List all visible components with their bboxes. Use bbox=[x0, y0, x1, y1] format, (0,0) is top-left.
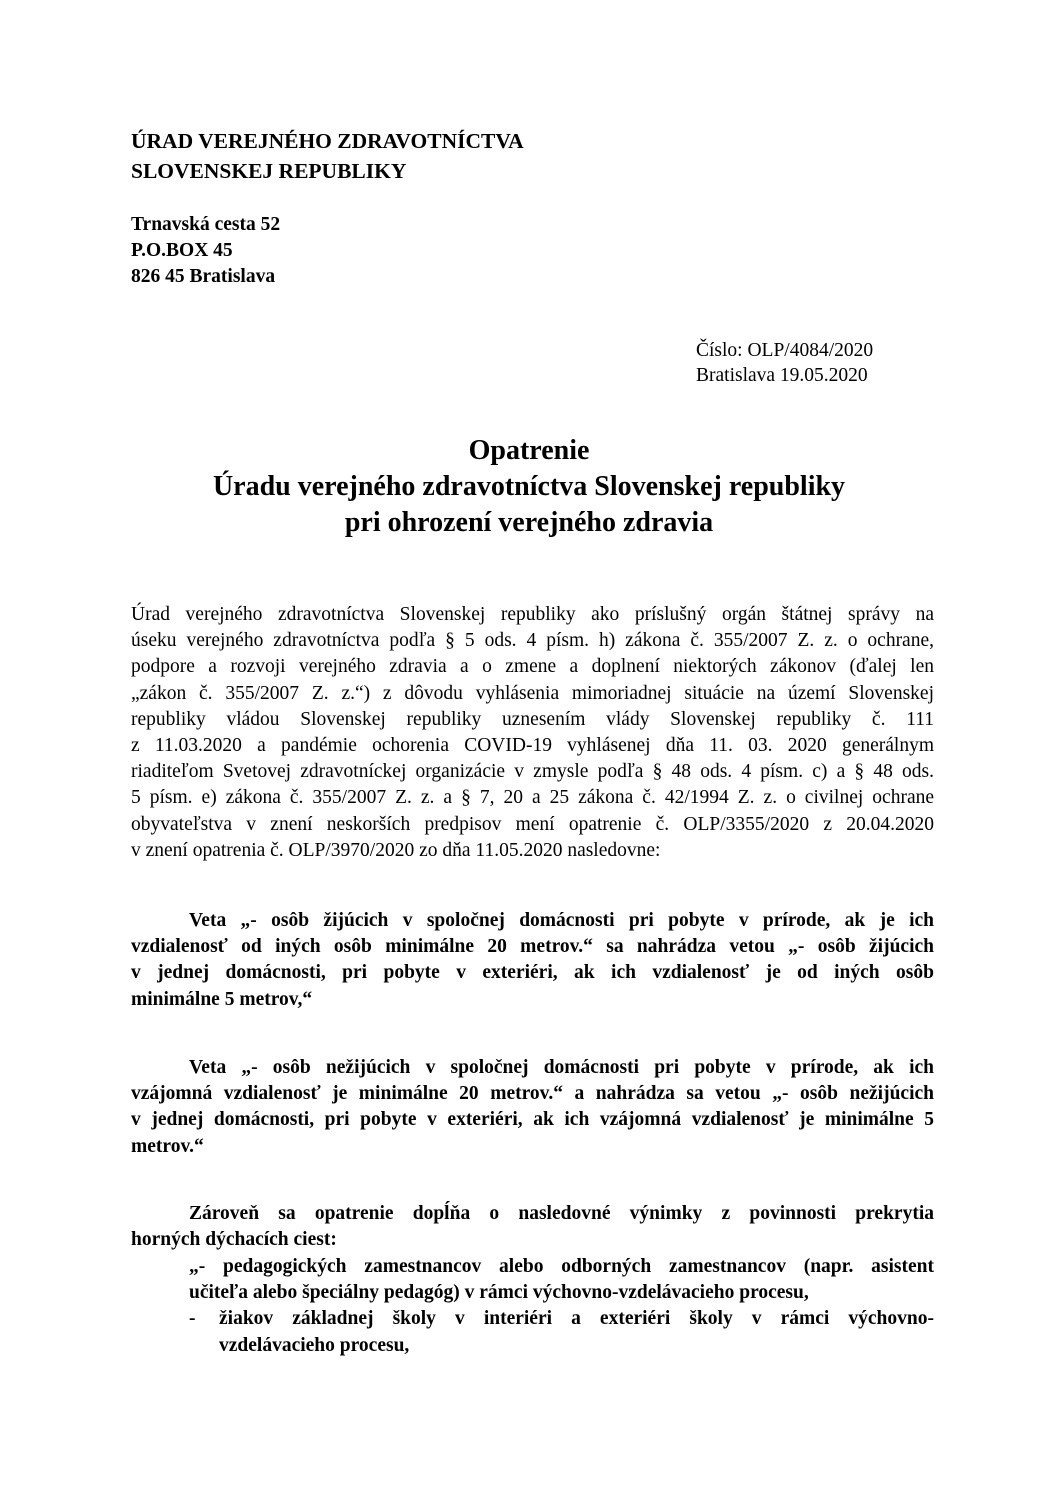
amendment-line: horných dýchacích ciest: bbox=[131, 1229, 337, 1251]
amendment-line: minimálne 5 metrov,“ bbox=[131, 988, 313, 1010]
amendment-line: Veta „- osôb žijúcich v spoločnej domácnosti pri pobyte v prírode, ak je ich bbox=[189, 910, 934, 931]
intro-line: riaditeľom Svetovej zdravotníckej organizácie v zmysle podľa § 48 ods. 4 písm. c) a § 48 ods. bbox=[131, 761, 934, 783]
title-line-1: Opatrenie bbox=[468, 435, 590, 466]
authority-name-line-1: ÚRAD VEREJNÉHO ZDRAVOTNÍCTVA bbox=[131, 129, 524, 153]
amendment-line: vzdialenosť od iných osôb minimálne 20 metrov.“ sa nahrádza vetou „- osôb žijúcich bbox=[131, 936, 934, 958]
issuing-authority bbox=[131, 126, 524, 186]
amendment-line: v jednej domácnosti, pri pobyte v exteriéri, ak ich vzájomná vzdialenosť je minimálne 5 bbox=[131, 1109, 934, 1131]
reference-date: Bratislava 19.05.2020 bbox=[696, 365, 868, 386]
intro-line: „zákon č. 355/2007 Z. z.“) z dôvodu vyhlásenia mimoriadnej situácie na území Slovenskej bbox=[131, 682, 934, 704]
intro-line: v znení opatrenia č. OLP/3970/2020 zo dňa 11.05.2020 nasledovne: bbox=[131, 839, 661, 861]
amendment-line: v jednej domácnosti, pri pobyte v exteriéri, ak ich vzdialenosť je od iných osôb bbox=[131, 962, 934, 984]
address-street: Trnavská cesta 52 bbox=[131, 214, 281, 235]
address-city: 826 45 Bratislava bbox=[131, 266, 276, 287]
intro-line: obyvateľstva v znení neskorších predpisov mení opatrenie č. OLP/3355/2020 z 20.04.2020 bbox=[131, 813, 934, 835]
reference-block bbox=[696, 338, 873, 388]
authority-name-line-2: SLOVENSKEJ REPUBLIKY bbox=[131, 159, 407, 183]
exception-line: žiakov základnej školy v interiéri a exteriéri školy v rámci výchovno- bbox=[219, 1308, 934, 1330]
intro-line: úseku verejného zdravotníctva podľa § 5 ods. 4 písm. h) zákona č. 355/2007 Z. z. o ochrane, bbox=[131, 630, 934, 652]
address-pobox: P.O.BOX 45 bbox=[131, 240, 233, 261]
authority-address bbox=[131, 212, 280, 290]
amendment-line: Veta „- osôb nežijúcich v spoločnej domácnosti pri pobyte v prírode, ak ich bbox=[189, 1057, 934, 1078]
exception-line: „- pedagogických zamestnancov alebo odborných zamestnancov (napr. asistent bbox=[189, 1256, 934, 1277]
amendment-line: Zároveň sa opatrenie dopĺňa o nasledovné výnimky z povinnosti prekrytia bbox=[189, 1203, 934, 1224]
intro-paragraph bbox=[131, 602, 934, 864]
exception-item bbox=[131, 1254, 934, 1306]
intro-line: Úrad verejného zdravotníctva Slovenskej republiky ako príslušný orgán štátnej správy na bbox=[131, 604, 934, 625]
title-line-3: pri ohrození verejného zdravia bbox=[344, 507, 714, 538]
amendment-paragraph-3 bbox=[131, 1201, 934, 1253]
title-line-2: Úradu verejného zdravotníctva Slovenskej republiky bbox=[212, 471, 846, 502]
exception-item bbox=[131, 1306, 934, 1358]
reference-number: Číslo: OLP/4084/2020 bbox=[696, 340, 874, 361]
exception-line: učiteľa alebo špeciálny pedagóg) v rámci výchovno-vzdelávacieho procesu, bbox=[189, 1282, 809, 1304]
exceptions-list bbox=[131, 1254, 934, 1359]
amendment-line: metrov.“ bbox=[131, 1135, 204, 1157]
intro-line: republiky vládou Slovenskej republiky uznesením vlády Slovenskej republiky č. 111 bbox=[131, 708, 934, 730]
intro-line: 5 písm. e) zákona č. 355/2007 Z. z. a § 7, 20 a 25 zákona č. 42/1994 Z. z. o civilnej ochrane bbox=[131, 787, 934, 809]
list-dash: - bbox=[189, 1308, 196, 1330]
intro-line: z 11.03.2020 a pandémie ochorenia COVID-19 vyhlásenej dňa 11. 03. 2020 generálnym bbox=[131, 735, 934, 757]
amendment-line: vzájomná vzdialenosť je minimálne 20 metrov.“ a nahrádza sa vetou „- osôb nežijúcich bbox=[131, 1083, 934, 1105]
document-title bbox=[0, 433, 1058, 541]
amendment-paragraph-2 bbox=[131, 1055, 934, 1160]
exception-line: vzdelávacieho procesu, bbox=[219, 1334, 410, 1356]
intro-line: podpore a rozvoji verejného zdravia a o zmene a doplnení niektorých zákonov (ďalej len bbox=[131, 656, 934, 678]
amendment-paragraph-1 bbox=[131, 908, 934, 1013]
